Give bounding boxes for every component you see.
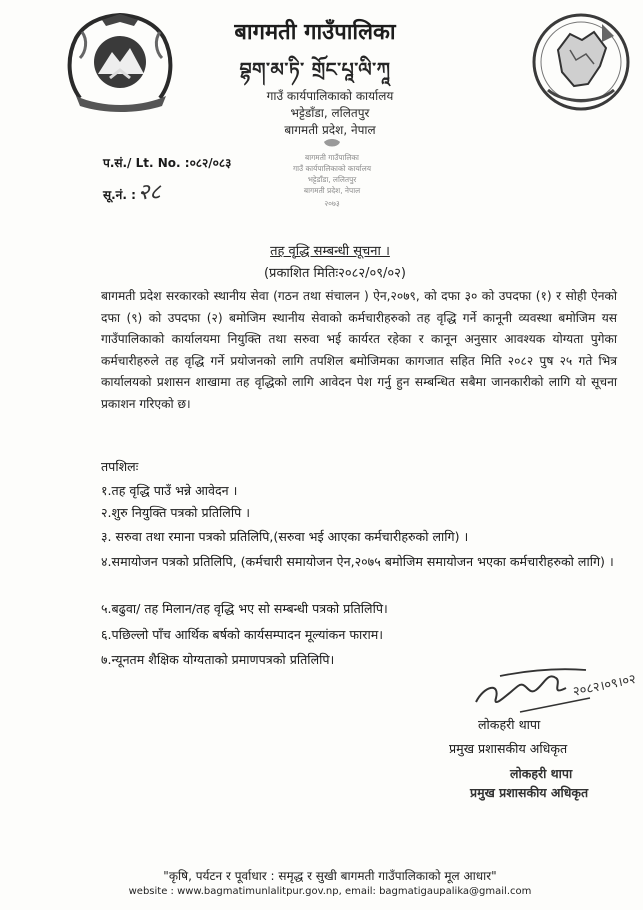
letter-number-label: प.सं./ Lt. No. : [103, 156, 190, 170]
list-item: २.शुरु नियुक्ति पत्रको प्रतिलिपि । [101, 505, 251, 520]
signatory-role: प्रमुख प्रशासकीय अधिकृत [449, 741, 568, 756]
notice-published-date: (प्रकाशित मितिः२०८२/०९/०२) [263, 266, 407, 281]
list-item: ५.बढुवा/ तह मिलान/तह वृद्धि भए सो सम्बन्धी पत्रको प्रतिलिपि। [101, 601, 388, 616]
signature-date: २०८२।०९।०२ [571, 671, 638, 700]
dispatch-number-label: सू.नं. : [103, 188, 136, 202]
seal-line-5: २०७३ [324, 199, 340, 208]
office-seal-stamp [284, 138, 380, 222]
dispatch-number [103, 176, 161, 206]
list-item: ६.पछिल्लो पाँच आर्थिक बर्षको कार्यसम्पादन मूल्यांकन फाराम। [101, 627, 384, 642]
signatory-name: लोकहरी थापा [478, 717, 541, 732]
seal-line-3: भट्टेडाँडा, ललितपुर [307, 175, 357, 184]
letter-number-value: ०८२/०८३ [189, 156, 232, 170]
municipality-logo-icon [530, 10, 632, 114]
notice-body: बागमती प्रदेश सरकारको स्थानीय सेवा (गठन तथा संचालन ) ऐन,२०७९, को दफा ३० को उपदफा (१) र सोही ऐनको दफा (९) को उपदफा (२) बमोजिम स्थानीय सेवाको कर्मचारीहरुको तह वृद्धि गर्ने कानूनी व्यवस्था बमोजिम यस गाउँपालिकाको कार्यालयमा नियुक्ति तथा सरुवा भई कार्यरत रहेका र कानून अनुसार आवश्यक योग्यता पुगेका कर्मचारीहरुले तह वृद्धि गर्ने प्रयोजनको लागि तपशिल बमोजिमका कागजात सहित मिति २०८२ पुष २५ गते भित्र कार्यालयको प्रशासन शाखामा तह वृद्धिको लागि आवेदन पेश गर्नु हुन सम्बन्धित सबैमा जानकारीको लागि यो सूचना प्रकाशन गरिएको छ। [101, 289, 617, 411]
dispatch-number-value: २८ [137, 180, 161, 205]
office-name: गाउँ कार्यपालिकाको कार्यालय [266, 89, 394, 103]
seal-line-4: बागमती प्रदेश, नेपाल [303, 186, 361, 195]
list-item: १.तह वृद्धि पाउँ भन्ने आवेदन । [101, 483, 238, 498]
stamp-role: प्रमुख प्रशासकीय अधिकृत [470, 785, 589, 800]
list-item: ७.न्यूनतम शैक्षिक योग्यताको प्रमाणपत्रको प्रतिलिपि। [101, 652, 335, 667]
footer-slogan: "कृषि, पर्यटन र पूर्वाधार : समृद्ध र सुखी बागमती गाउँपालिकाको मूल आधार" [163, 869, 497, 883]
office-province: बागमती प्रदेश, नेपाल [284, 123, 376, 137]
details-heading: तपशिलः [101, 459, 139, 474]
office-location: भट्टेडाँडा, ललितपुर [290, 106, 370, 120]
municipality-name-script: བྷག་མ་ཏི་ གྲོང་པཱ་ལི་ཀཱ [239, 59, 391, 81]
seal-line-2: गाउँ कार्यपालिकाको कार्यालय [292, 164, 372, 173]
stamp-name: लोकहरी थापा [510, 766, 573, 781]
notice-title: तह वृद्धि सम्बन्धी सूचना । [270, 244, 390, 259]
list-item: ३. सरुवा तथा रमाना पत्रको प्रतिलिपि,(सरुवा भई आएका कर्मचारीहरुको लागि) । [101, 529, 469, 544]
nepal-government-emblem-icon [62, 12, 180, 112]
letter-number [103, 154, 231, 171]
footer-contact: website : www.bagmatimunlalitpur.gov.np, email: bagmatigaupalika@gmail.com [128, 886, 532, 897]
seal-line-1: बागमती गाउँपालिका [305, 153, 359, 162]
municipality-name: बागमती गाउँपालिका [234, 19, 396, 45]
list-item: ४.समायोजन पत्रको प्रतिलिपि, (कर्मचारी समायोजन ऐन,२०७५ बमोजिम समायोजन भएका कर्मचारीहरुको लागि) । [101, 554, 614, 569]
handwritten-signature [470, 652, 638, 718]
